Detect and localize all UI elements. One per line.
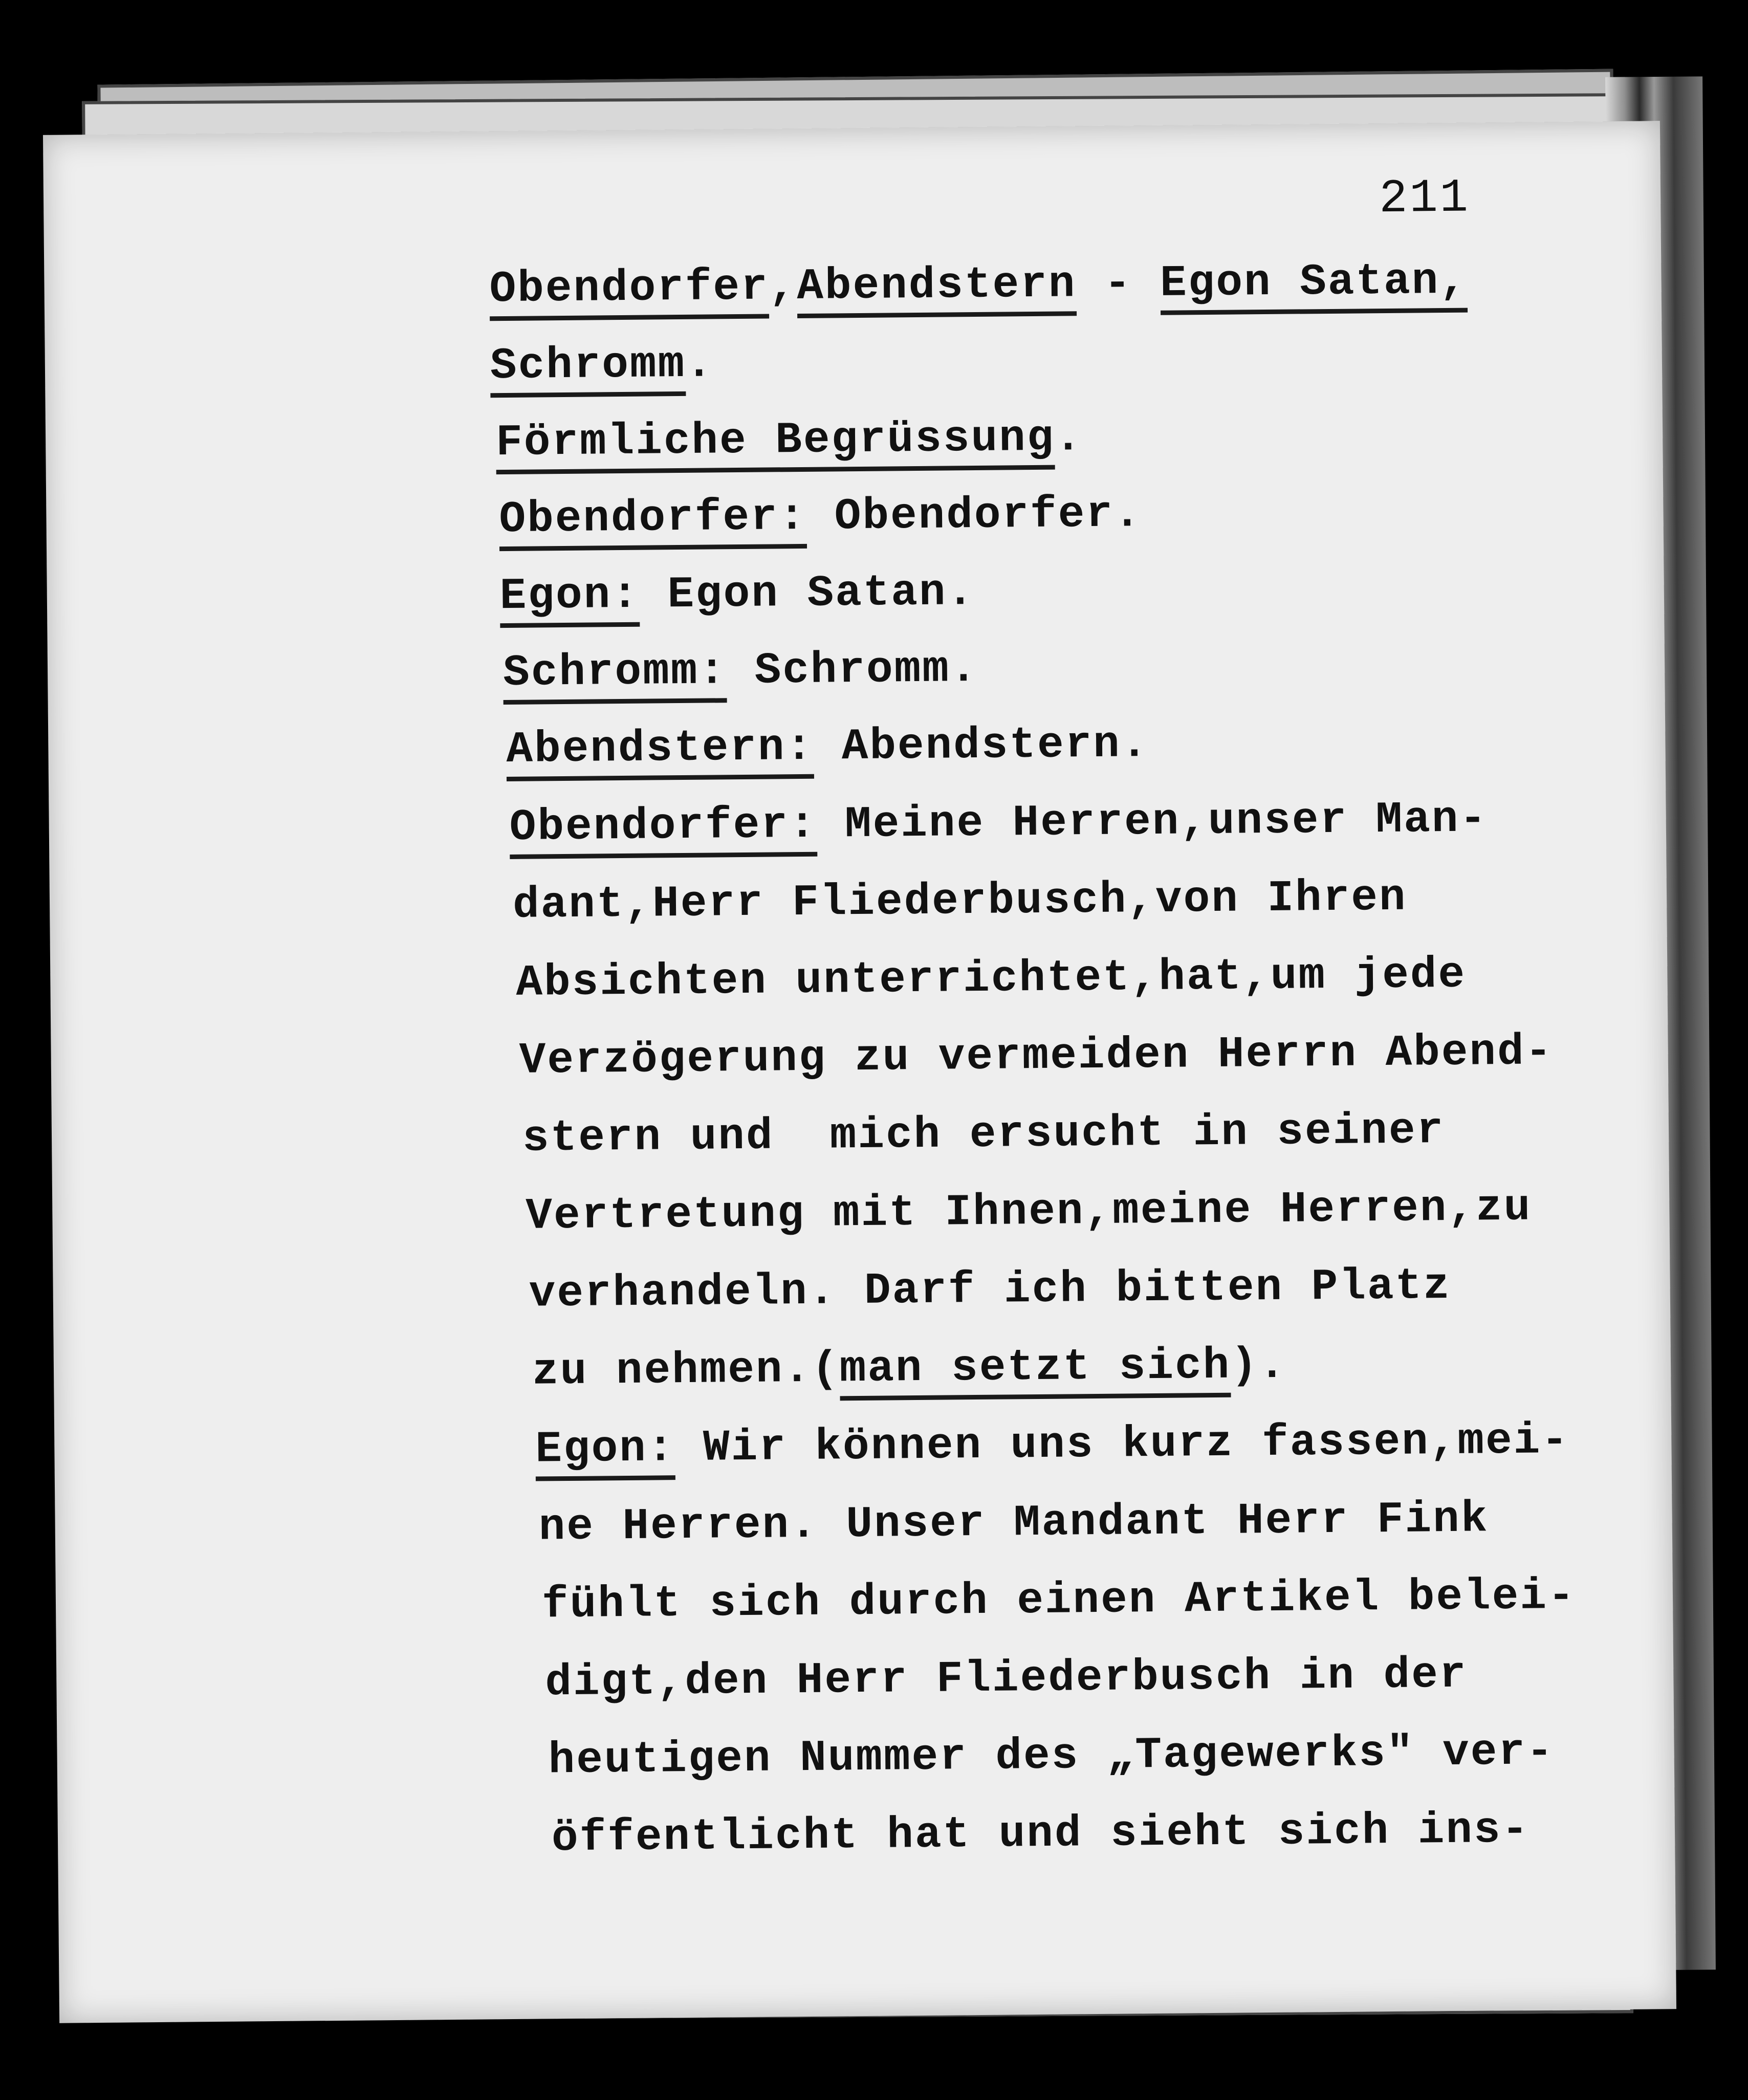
text-line: [516, 950, 1466, 1008]
underlined-text: Egon Satan,: [1160, 256, 1468, 315]
text-segment: Wir können uns kurz fassen,mei-: [675, 1415, 1570, 1474]
underlined-text: Obendorfer:: [509, 800, 817, 859]
underlined-text: Egon:: [499, 570, 640, 628]
underlined-text: man setzt sich: [839, 1341, 1231, 1401]
underlined-text: Obendorfer:: [499, 492, 807, 551]
text-segment: öffentlicht hat und sieht sich ins-: [551, 1804, 1530, 1864]
text-segment: Vertretung mit Ihnen,meine Herren,zu: [526, 1182, 1532, 1241]
text-segment: Obendorfer.: [806, 489, 1142, 542]
text-segment: .: [1054, 412, 1083, 463]
text-segment: digt,den Herr Fliederbusch in der: [544, 1649, 1468, 1708]
underlined-text: Schromm:: [503, 646, 727, 705]
underlined-text: Egon:: [535, 1423, 675, 1481]
underlined-text: Obendorfer: [489, 261, 769, 321]
text-line: [522, 1105, 1445, 1164]
text-segment: -: [1076, 258, 1161, 310]
text-line: [513, 872, 1407, 930]
text-line: [499, 489, 1142, 544]
text-line: [532, 1340, 1287, 1397]
text-segment: stern und mich ersucht in seiner: [522, 1105, 1445, 1164]
text-line: [552, 1805, 1530, 1864]
text-segment: Meine Herren,unser Man-: [817, 794, 1488, 850]
text-segment: Schromm.: [726, 643, 978, 696]
underlined-text: Abendstern: [797, 259, 1077, 318]
text-line: [545, 1650, 1468, 1708]
text-line: [496, 412, 1083, 468]
text-segment: heutigen Nummer des „Tagewerks" ver-: [548, 1726, 1555, 1786]
text-segment: Absichten unterrichtet,hat,um jede: [516, 949, 1467, 1008]
text-segment: ,: [769, 261, 797, 312]
text-line: [548, 1726, 1555, 1785]
text-line: [519, 1026, 1553, 1086]
text-line: [535, 1415, 1569, 1475]
text-segment: Verzögerung zu vermeiden Herrn Abend-: [519, 1026, 1554, 1086]
underlined-text: Abendstern:: [506, 722, 814, 781]
text-segment: ).: [1230, 1340, 1287, 1391]
underlined-text: Förmliche Begrüssung: [496, 413, 1055, 475]
text-segment: zu nehmen.(: [532, 1344, 840, 1397]
text-line: [509, 794, 1488, 852]
text-segment: dant,Herr Fliederbusch,von Ihren: [512, 872, 1407, 930]
text-line: [489, 256, 1468, 315]
text-line: [542, 1571, 1576, 1630]
text-line: [506, 719, 1149, 775]
text-segment: ne Herren. Unser Mandant Herr Fink: [538, 1494, 1489, 1552]
typescript-page: [43, 121, 1676, 2023]
text-line: [499, 567, 975, 621]
text-line: [529, 1261, 1451, 1319]
text-line: [490, 339, 714, 391]
text-line: [526, 1183, 1532, 1241]
text-line: [538, 1494, 1489, 1552]
text-segment: Abendstern.: [813, 719, 1149, 772]
underlined-text: Schromm: [490, 339, 686, 398]
text-segment: verhandeln. Darf ich bitten Platz: [529, 1260, 1452, 1319]
text-segment: fühlt sich durch einen Artikel belei-: [541, 1570, 1576, 1630]
text-line: [503, 644, 978, 698]
text-segment: .: [685, 339, 714, 389]
page-number: 211: [1379, 171, 1471, 226]
text-segment: Egon Satan.: [639, 567, 975, 620]
